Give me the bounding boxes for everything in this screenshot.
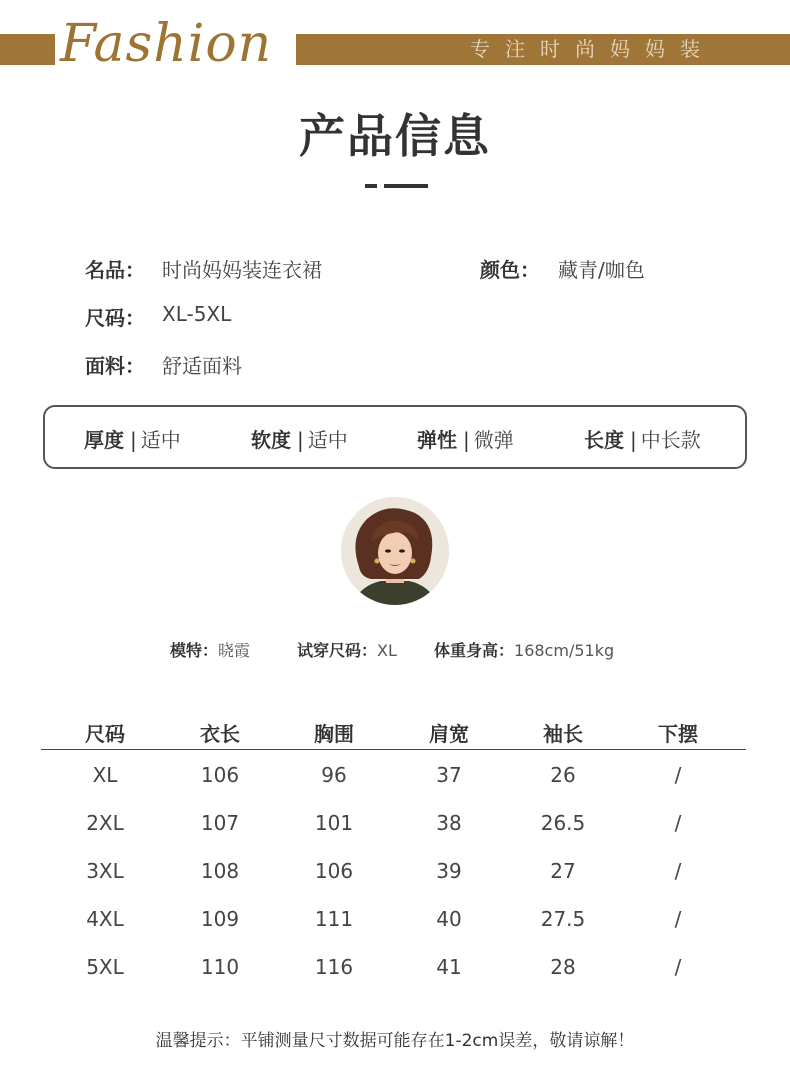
feature-value: 适中 — [140, 428, 181, 452]
feature-separator: | — [463, 428, 470, 452]
model-size-value: XL — [377, 641, 397, 660]
table-cell: 2XL — [86, 811, 124, 835]
model-body-label: 体重身高： — [434, 641, 515, 660]
feature-key: 软度 — [251, 428, 291, 452]
size-value: XL-5XL — [162, 302, 232, 326]
feature-separator: | — [630, 428, 637, 452]
model-size-label: 试穿尺码： — [297, 641, 378, 660]
table-cell: 27 — [550, 859, 576, 883]
model-avatar — [341, 497, 449, 605]
feature-key: 厚度 — [84, 428, 124, 452]
table-cell: 40 — [436, 907, 462, 931]
header-bar-left — [0, 34, 55, 65]
feature-value: 微弹 — [473, 428, 514, 452]
table-cell: 109 — [200, 907, 240, 931]
size-label: 尺码： — [85, 306, 145, 330]
table-cell: 3XL — [86, 859, 124, 883]
table-cell: 106 — [314, 859, 354, 883]
table-cell: 107 — [200, 811, 240, 835]
table-header-size: 尺码 — [85, 722, 125, 746]
feature-value: 中长款 — [640, 428, 701, 452]
table-header-bust: 胸围 — [314, 722, 354, 746]
table-cell: 4XL — [86, 907, 124, 931]
measurement-tip: 温馨提示：平铺测量尺寸数据可能存在1-2cm误差，敬请谅解！ — [155, 1031, 635, 1051]
model-name-value: 晓霞 — [218, 641, 251, 660]
table-cell: 26.5 — [540, 811, 586, 835]
feature-length — [584, 424, 701, 453]
table-cell: / — [674, 859, 682, 883]
brand-slogan: 专注时尚妈妈装 — [470, 37, 715, 61]
feature-thickness — [84, 424, 181, 453]
table-cell: / — [674, 763, 682, 787]
color-label: 颜色： — [480, 258, 540, 282]
table-cell: 101 — [314, 811, 354, 835]
fabric-value: 舒适面料 — [162, 354, 242, 378]
feature-elasticity — [417, 424, 514, 453]
table-cell: / — [674, 955, 682, 979]
table-cell: 96 — [321, 763, 347, 787]
table-cell: 37 — [436, 763, 462, 787]
table-cell: 5XL — [86, 955, 124, 979]
table-header-divider — [41, 749, 746, 750]
name-label: 名品： — [85, 258, 145, 282]
model-portrait-icon — [341, 497, 449, 605]
brand-logo: Fashion — [60, 14, 273, 74]
table-cell: 41 — [436, 955, 462, 979]
feature-key: 弹性 — [417, 428, 457, 452]
feature-separator: | — [297, 428, 304, 452]
title-divider-short — [365, 184, 377, 188]
title-divider-long — [384, 184, 428, 188]
model-name-label: 模特： — [170, 641, 219, 660]
table-header-hem: 下摆 — [658, 722, 698, 746]
table-cell: 110 — [200, 955, 240, 979]
feature-key: 长度 — [584, 428, 624, 452]
table-cell: 116 — [314, 955, 354, 979]
table-cell: / — [674, 907, 682, 931]
table-cell: 39 — [436, 859, 462, 883]
feature-separator: | — [130, 428, 137, 452]
model-body — [434, 638, 614, 661]
table-cell: 38 — [436, 811, 462, 835]
table-cell: 27.5 — [540, 907, 586, 931]
table-cell: XL — [92, 763, 118, 787]
model-body-value: 168cm/51kg — [514, 641, 615, 660]
table-header-shoulder: 肩宽 — [429, 722, 469, 746]
table-cell: 28 — [550, 955, 576, 979]
table-header-sleeve: 袖长 — [543, 722, 583, 746]
table-cell: 106 — [200, 763, 240, 787]
table-cell: 111 — [314, 907, 354, 931]
name-value: 时尚妈妈装连衣裙 — [162, 258, 322, 282]
model-trial-size — [297, 638, 397, 661]
model-name — [170, 638, 250, 661]
page-title: 产品信息 — [299, 109, 491, 163]
table-cell: 26 — [550, 763, 576, 787]
feature-softness — [251, 424, 348, 453]
feature-value: 适中 — [307, 428, 348, 452]
table-header-length: 衣长 — [200, 722, 240, 746]
table-cell: / — [674, 811, 682, 835]
fabric-label: 面料： — [85, 354, 145, 378]
color-value: 藏青/咖色 — [558, 258, 645, 282]
table-cell: 108 — [200, 859, 240, 883]
